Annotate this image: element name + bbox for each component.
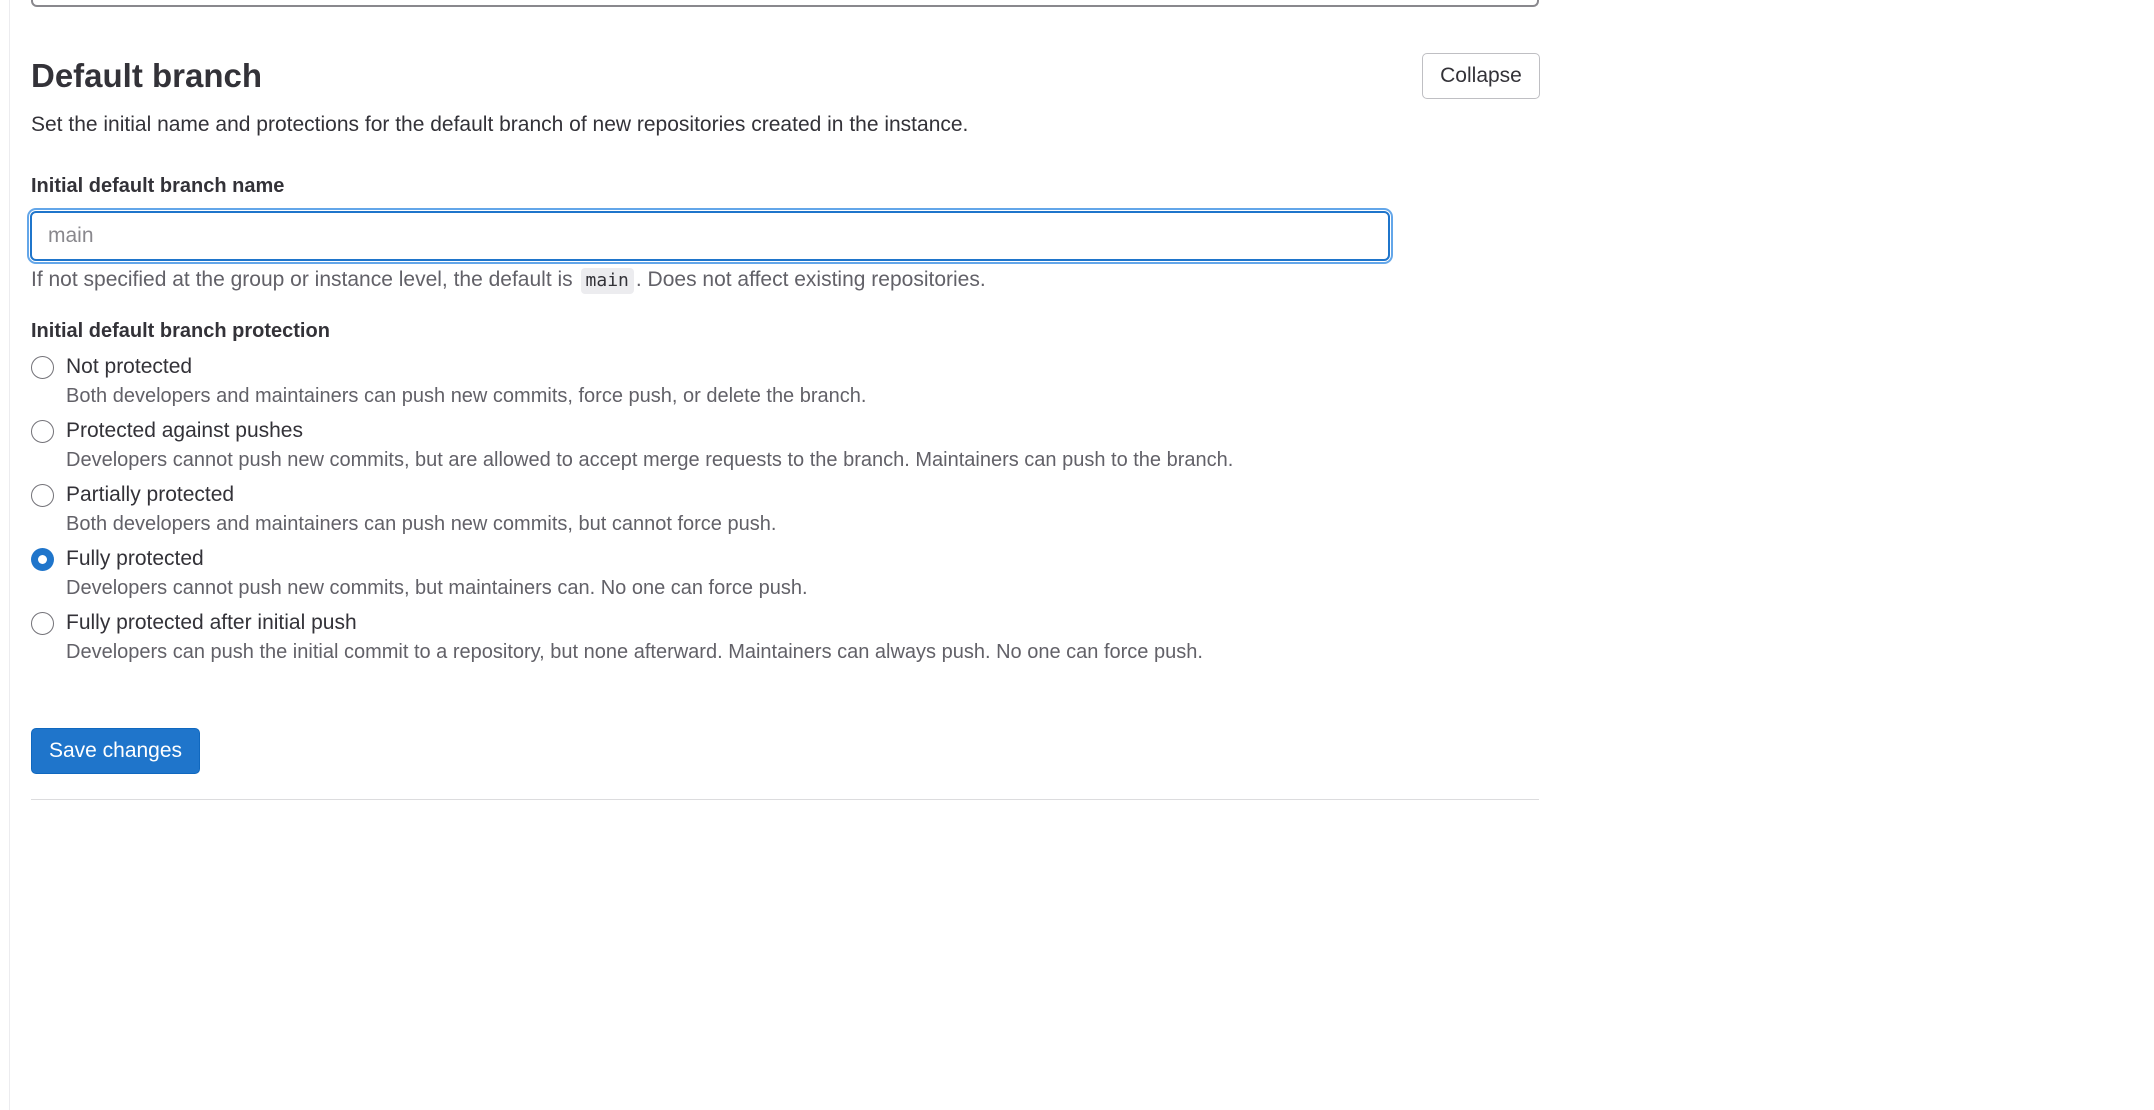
radio-button[interactable]: [31, 420, 54, 443]
radio-button[interactable]: [31, 484, 54, 507]
radio-option-label[interactable]: Not protected: [66, 355, 193, 378]
radio-option-label[interactable]: Fully protected: [66, 547, 204, 570]
help-text-prefix: If not specified at the group or instance level, the default is: [31, 268, 573, 291]
radio-button[interactable]: [31, 356, 54, 379]
radio-button-selected[interactable]: [31, 548, 54, 571]
protection-label: Initial default branch protection: [31, 320, 330, 342]
radio-option-help: Developers cannot push new commits, but maintainers can. No one can force push.: [66, 577, 808, 599]
save-changes-button[interactable]: Save changes: [31, 728, 200, 774]
radio-button[interactable]: [31, 612, 54, 635]
branch-name-help: [31, 267, 986, 294]
branch-name-label: Initial default branch name: [31, 175, 285, 197]
page-left-border: [9, 0, 10, 1110]
radio-option-label[interactable]: Partially protected: [66, 483, 235, 506]
radio-option-help: Developers can push the initial commit to a repository, but none afterward. Maintainers can always push. No one can force push.: [66, 641, 1203, 663]
radio-option-help: Both developers and maintainers can push new commits, force push, or delete the branch.: [66, 385, 867, 407]
collapse-button[interactable]: Collapse: [1422, 53, 1540, 99]
default-branch-code: main: [581, 268, 634, 294]
previous-section-frame: [31, 0, 1539, 7]
radio-option-help: Both developers and maintainers can push new commits, but cannot force push.: [66, 513, 777, 535]
help-text-suffix: . Does not affect existing repositories.: [635, 268, 986, 291]
section-divider: [31, 799, 1539, 800]
radio-option-label[interactable]: Protected against pushes: [66, 419, 303, 442]
section-title: Default branch: [31, 57, 263, 94]
section-description: Set the initial name and protections for the default branch of new repositories created in the instance.: [31, 113, 969, 136]
radio-option-help: Developers cannot push new commits, but are allowed to accept merge requests to the branch. Maintainers can push to the branch.: [66, 449, 1234, 471]
radio-option-label[interactable]: Fully protected after initial push: [66, 611, 357, 634]
branch-name-input[interactable]: [30, 211, 1390, 261]
